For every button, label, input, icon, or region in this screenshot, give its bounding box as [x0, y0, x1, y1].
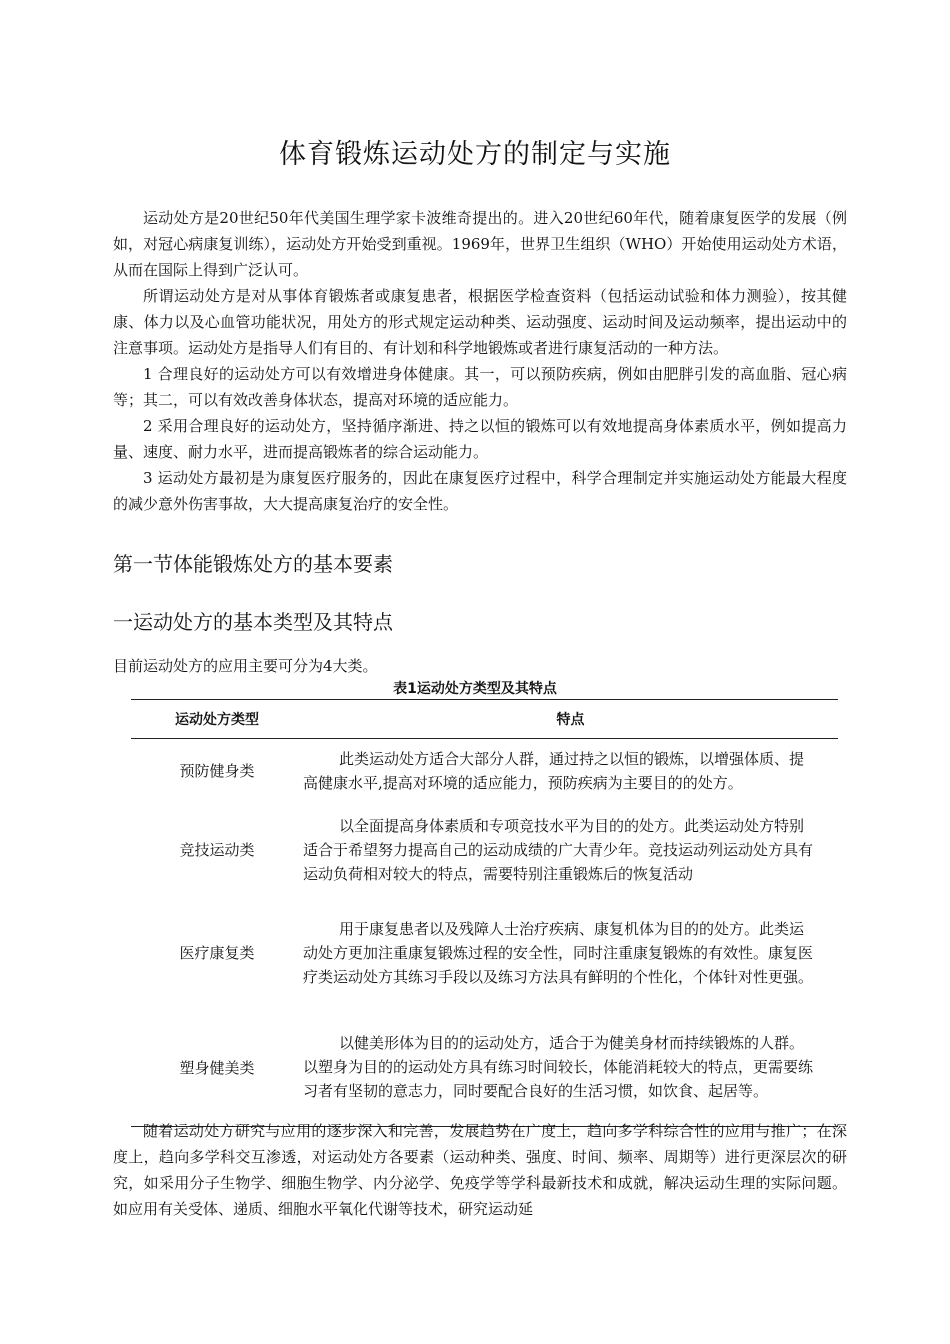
type-cell: 塑身健美类: [131, 1009, 303, 1127]
subsection-heading: 一运动处方的基本类型及其特点: [113, 610, 393, 634]
paragraph: 运动处方是20世纪50年代美国生理学家卡波维奇提出的。进入20世纪60年代，随着康复医学的发展（例如，对冠心病康复训练），运动处方开始受到重视。1969年，世界卫生组织（WHO）开始使用运动处方术语，从而在国际上得到广泛认可。: [113, 209, 847, 279]
paragraph: 3 运动处方最初是为康复医疗服务的，因此在康复医疗过程中，科学合理制定并实施运动处方能最大程度的减少意外伤害事故，大大提高康复治疗的安全性。: [113, 469, 847, 513]
table-row: [131, 1009, 838, 1127]
intro-section: [113, 205, 847, 517]
feature-cell: 以健美形体为目的的运动处方，适合于为健美身材而持续锻炼的人群。以塑身为目的的运动处方具有练习时间较长，体能消耗较大的特点，更需要练习者有坚韧的意志力，同时要配合良好的生活习惯，如饮食、起居等。: [303, 1009, 838, 1127]
table-caption: 表1运动处方类型及其特点: [393, 681, 557, 697]
document-title: 体育锻炼运动处方的制定与实施: [279, 139, 671, 170]
type-cell: 医疗康复类: [179, 944, 255, 962]
table-row: [131, 739, 838, 803]
paragraph: 所谓运动处方是对从事体育锻炼者或康复患者，根据医学检查资料（包括运动试验和体力测验），按其健康、体力以及心血管功能状况，用处方的形式规定运动种类、运动强度、运动时间及运动频率，提出运动中的注意事项。运动处方是指导人们有目的、有计划和科学地锻炼或者进行康复活动的一种方法。: [113, 287, 847, 357]
type-cell: 预防健身类: [179, 762, 255, 781]
paragraph: 1 合理良好的运动处方可以有效增进身体健康。其一，可以预防疾病，例如由肥胖引发的高血脂、冠心病等；其二，可以有效改善身体状态，提高对环境的适应能力。: [113, 365, 847, 409]
column-header-feature: 特点: [303, 700, 838, 739]
table-row: [131, 803, 838, 897]
paragraph: 随着运动处方研究与应用的逐步深入和完善，发展趋势在广度上，趋向多学科综合性的应用与推广；在深度上，趋向多学科交互渗透，对运动处方各要素（运动种类、强度、时间、频率、周期等）进行更深层次的研究，如采用分子生物学、细胞生物学、内分泌学、免疫学等学科最新技术和成就，解决运动生理的实际问题。如应用有关受体、递质、细胞水平氧化代谢等技术，研究运动延: [113, 1122, 847, 1218]
table-header-row: [131, 700, 838, 739]
section-heading: 第一节体能锻炼处方的基本要素: [113, 552, 393, 576]
feature-cell: 用于康复患者以及残障人士治疗疾病、康复机体为目的的处方。此类运动处方更加注重康复锻炼过程的安全性，同时注重康复锻炼的有效性。康复医疗类运动处方其练习手段以及练习方法具有鲜明的个性化，个体针对性更强。: [303, 919, 814, 986]
table-row: [131, 897, 838, 1009]
prescription-table: [131, 699, 838, 1127]
type-cell: 竞技运动类: [179, 841, 255, 859]
column-header-type: 运动处方类型: [131, 700, 303, 739]
lead-sentence: 目前运动处方的应用主要可分为4大类。: [113, 657, 378, 675]
paragraph: 2 采用合理良好的运动处方，坚持循序渐进、持之以恒的锻炼可以有效地提高身体素质水平，例如提高力量、速度、耐力水平，进而提高锻炼者的综合运动能力。: [113, 417, 847, 461]
feature-cell: 此类运动处方适合大部分人群，通过持之以恒的锻炼，以增强体质、提高健康水平,提高对环境的适应能力，预防疾病为主要目的的处方。: [303, 749, 805, 792]
closing-section: [113, 1118, 847, 1222]
feature-cell: 以全面提高身体素质和专项竞技水平为目的的处方。此类运动处方特别适合于希望努力提高自己的运动成绩的广大青少年。竞技运动列运动处方具有运动负荷相对较大的特点，需要特别注重锻炼后的恢复活动: [303, 816, 814, 883]
